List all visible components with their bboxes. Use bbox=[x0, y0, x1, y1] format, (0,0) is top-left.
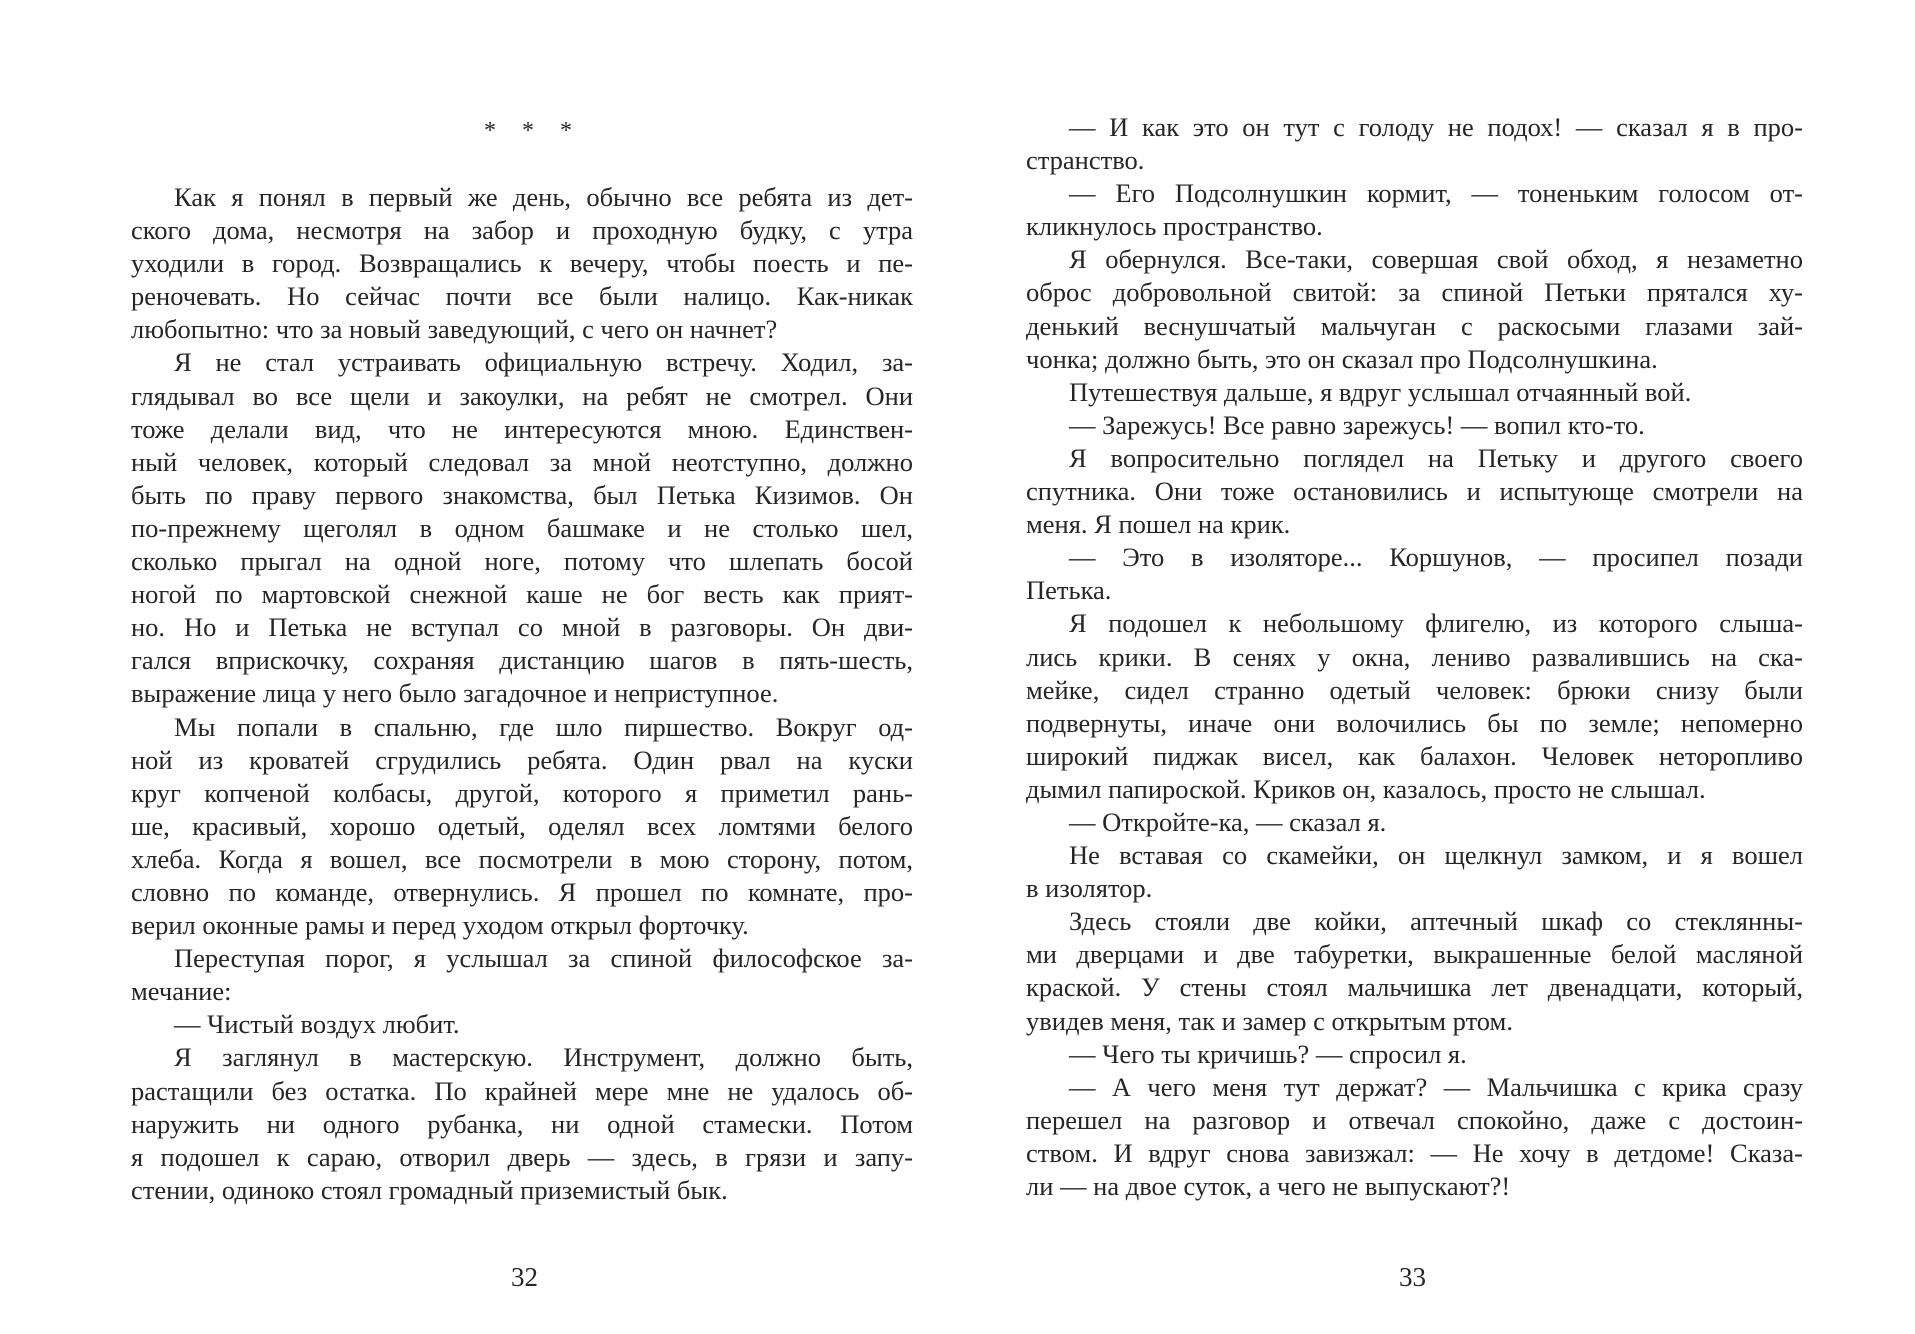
text-line: в изолятор. bbox=[1026, 873, 1153, 904]
text-line: ством. И вдруг снова завизжал: — Не хочу в детдоме! Сказа- bbox=[1026, 1137, 1803, 1168]
paragraph bbox=[1026, 905, 1803, 1037]
text-line: ского дома, несмотря на забор и проходную будку, с утра bbox=[131, 215, 913, 246]
text-line: выражение лица у него было загадочное и неприступное. bbox=[131, 678, 779, 709]
text-line: увидев меня, так и замер с открытым ртом. bbox=[1026, 1005, 1513, 1036]
text-line: — Зарежусь! Все равно зарежусь! — вопил кто-то. bbox=[1069, 409, 1645, 440]
text-line: сколько прыгал на одной ноге, потому что шлепать босой bbox=[131, 546, 913, 577]
text-line: гался вприскочку, сохраняя дистанцию шагов в пять-шесть, bbox=[131, 645, 913, 676]
paragraph bbox=[131, 942, 913, 1008]
paragraph bbox=[1026, 243, 1803, 375]
text-line: Я не стал устраивать официальную встречу. Ходил, за- bbox=[174, 347, 913, 378]
text-line: ше, красивый, хорошо одетый, оделял всех ломтями белого bbox=[131, 810, 913, 841]
text-line: Я обернулся. Все-таки, совершая свой обход, я незаметно bbox=[1069, 244, 1803, 275]
text-line: быть по праву первого знакомства, был Петька Кизимов. Он bbox=[131, 479, 913, 510]
paragraph bbox=[1026, 409, 1803, 442]
text-line: Мы попали в спальню, где шло пиршество. Вокруг од- bbox=[174, 711, 913, 742]
paragraph bbox=[1026, 1038, 1803, 1071]
text-line: — Чего ты кричишь? — спросил я. bbox=[1069, 1038, 1467, 1069]
text-line: по-прежнему щеголял в одном башмаке и не столько шел, bbox=[131, 512, 913, 543]
right-page-text bbox=[1026, 111, 1803, 1203]
page-number: 32 bbox=[511, 1262, 538, 1292]
paragraph bbox=[1026, 541, 1803, 607]
text-line: Петька. bbox=[1026, 575, 1112, 606]
text-line: Не вставая со скамейки, он щелкнул замком, и я вошел bbox=[1069, 840, 1803, 871]
text-line: — Это в изоляторе... Коршунов, — просипел позади bbox=[1069, 542, 1803, 573]
text-line: реночевать. Но сейчас почти все были налицо. Как-никак bbox=[131, 281, 913, 312]
paragraph bbox=[1026, 607, 1803, 806]
text-line: Как я понял в первый же день, обычно все ребята из дет- bbox=[174, 182, 913, 212]
text-line: глядывал во все щели и закоулки, на ребят не смотрел. Они bbox=[131, 380, 913, 411]
paragraph bbox=[131, 1041, 913, 1206]
left-page-text bbox=[131, 181, 913, 1207]
paragraph bbox=[1026, 806, 1803, 839]
text-line: наружить ни одного рубанка, ни одной стамески. Потом bbox=[131, 1108, 913, 1139]
text-line: Я заглянул в мастерскую. Инструмент, должно быть, bbox=[174, 1042, 913, 1073]
text-line: — А чего меня тут держат? — Мальчишка с крика сразу bbox=[1069, 1071, 1803, 1102]
text-line: растащили без остатка. По крайней мере мне не удалось об- bbox=[131, 1075, 913, 1106]
paragraph bbox=[1026, 177, 1803, 243]
paragraph bbox=[1026, 111, 1803, 177]
text-line: дымил папироской. Криков он, казалось, просто не слышал. bbox=[1026, 773, 1706, 804]
text-line: Я подошел к небольшому флигелю, из которого слыша- bbox=[1069, 608, 1803, 639]
text-line: хлеба. Когда я вошел, все посмотрели в мою сторону, потом, bbox=[131, 843, 913, 874]
section-break-ornament: * * * bbox=[484, 118, 582, 144]
text-line: Здесь стояли две койки, аптечный шкаф со стеклянны- bbox=[1069, 906, 1803, 937]
text-line: стении, одиноко стоял громадный приземистый бык. bbox=[131, 1174, 728, 1205]
text-line: меня. Я пошел на крик. bbox=[1026, 509, 1291, 540]
text-line: любопытно: что за новый заведующий, с чего он начнет? bbox=[131, 314, 778, 345]
text-line: — И как это он тут с голоду не подох! — сказал я в про- bbox=[1069, 112, 1803, 142]
text-line: странство. bbox=[1026, 145, 1145, 176]
text-line: денький веснушчатый мальчуган с раскосыми глазами зай- bbox=[1026, 310, 1803, 341]
paragraph bbox=[131, 1008, 913, 1041]
text-line: Переступая порог, я услышал за спиной философское за- bbox=[174, 943, 913, 974]
paragraph bbox=[131, 711, 913, 943]
text-line: Путешествуя дальше, я вдруг услышал отчаянный вой. bbox=[1069, 376, 1692, 407]
text-line: — Чистый воздух любит. bbox=[174, 1009, 460, 1040]
text-line: краской. У стены стоял мальчишка лет двенадцати, который, bbox=[1026, 972, 1803, 1003]
text-line: верил оконные рамы и перед уходом открыл форточку. bbox=[131, 910, 749, 941]
text-line: ли — на двое суток, а чего не выпускают?! bbox=[1026, 1171, 1511, 1201]
page-number: 33 bbox=[1399, 1262, 1426, 1292]
text-line: кликнулось пространство. bbox=[1026, 211, 1323, 242]
paragraph bbox=[131, 181, 913, 346]
paragraph bbox=[1026, 442, 1803, 541]
text-line: мейке, сидел странно одетый человек: брюки снизу были bbox=[1026, 674, 1803, 705]
text-line: спутника. Они тоже остановились и испытующе смотрели на bbox=[1026, 476, 1803, 507]
text-line: перешел на разговор и отвечал спокойно, даже с достоин- bbox=[1026, 1104, 1803, 1135]
text-line: чонка; должно быть, это он сказал про Подсолнушкина. bbox=[1026, 343, 1658, 374]
text-line: круг копченой колбасы, другой, которого я приметил рань- bbox=[131, 777, 913, 808]
text-line: ногой по мартовской снежной каше не бог весть как прият- bbox=[131, 579, 913, 610]
text-line: ной из кроватей сгрудились ребята. Один рвал на куски bbox=[131, 744, 913, 775]
text-line: словно по команде, отвернулись. Я прошел по комнате, про- bbox=[131, 876, 913, 907]
text-line: Я вопросительно поглядел на Петьку и другого своего bbox=[1069, 442, 1803, 473]
text-line: я подошел к сараю, отворил дверь — здесь, в грязи и запу- bbox=[131, 1141, 913, 1172]
paragraph bbox=[1026, 1071, 1803, 1203]
text-line: тоже делали вид, что не интересуются мною. Единствен- bbox=[131, 413, 913, 444]
text-line: ми дверцами и две табуретки, выкрашенные белой масляной bbox=[1026, 939, 1803, 970]
text-line: — Откройте-ка, — сказал я. bbox=[1069, 806, 1387, 837]
paragraph bbox=[1026, 376, 1803, 409]
paragraph bbox=[1026, 839, 1803, 905]
text-line: мечание: bbox=[131, 976, 232, 1007]
text-line: подвернуты, иначе они волочились бы по земле; непомерно bbox=[1026, 707, 1803, 738]
paragraph bbox=[131, 346, 913, 710]
text-line: уходили в город. Возвращались к вечеру, чтобы поесть и пе- bbox=[131, 248, 913, 279]
text-line: лись крики. В сенях у окна, лениво развалившись на ска- bbox=[1026, 641, 1803, 672]
text-line: ный человек, который следовал за мной неотступно, должно bbox=[131, 446, 913, 477]
text-line: широкий пиджак висел, как балахон. Человек неторопливо bbox=[1026, 740, 1803, 771]
text-line: — Его Подсолнушкин кормит, — тоненьким голосом от- bbox=[1069, 178, 1803, 209]
right-page bbox=[960, 0, 1915, 1334]
text-line: оброс добровольной свитой: за спиной Петьки прятался ху- bbox=[1026, 277, 1803, 308]
text-line: но. Но и Петька не вступал со мной в разговоры. Он дви- bbox=[131, 612, 913, 643]
